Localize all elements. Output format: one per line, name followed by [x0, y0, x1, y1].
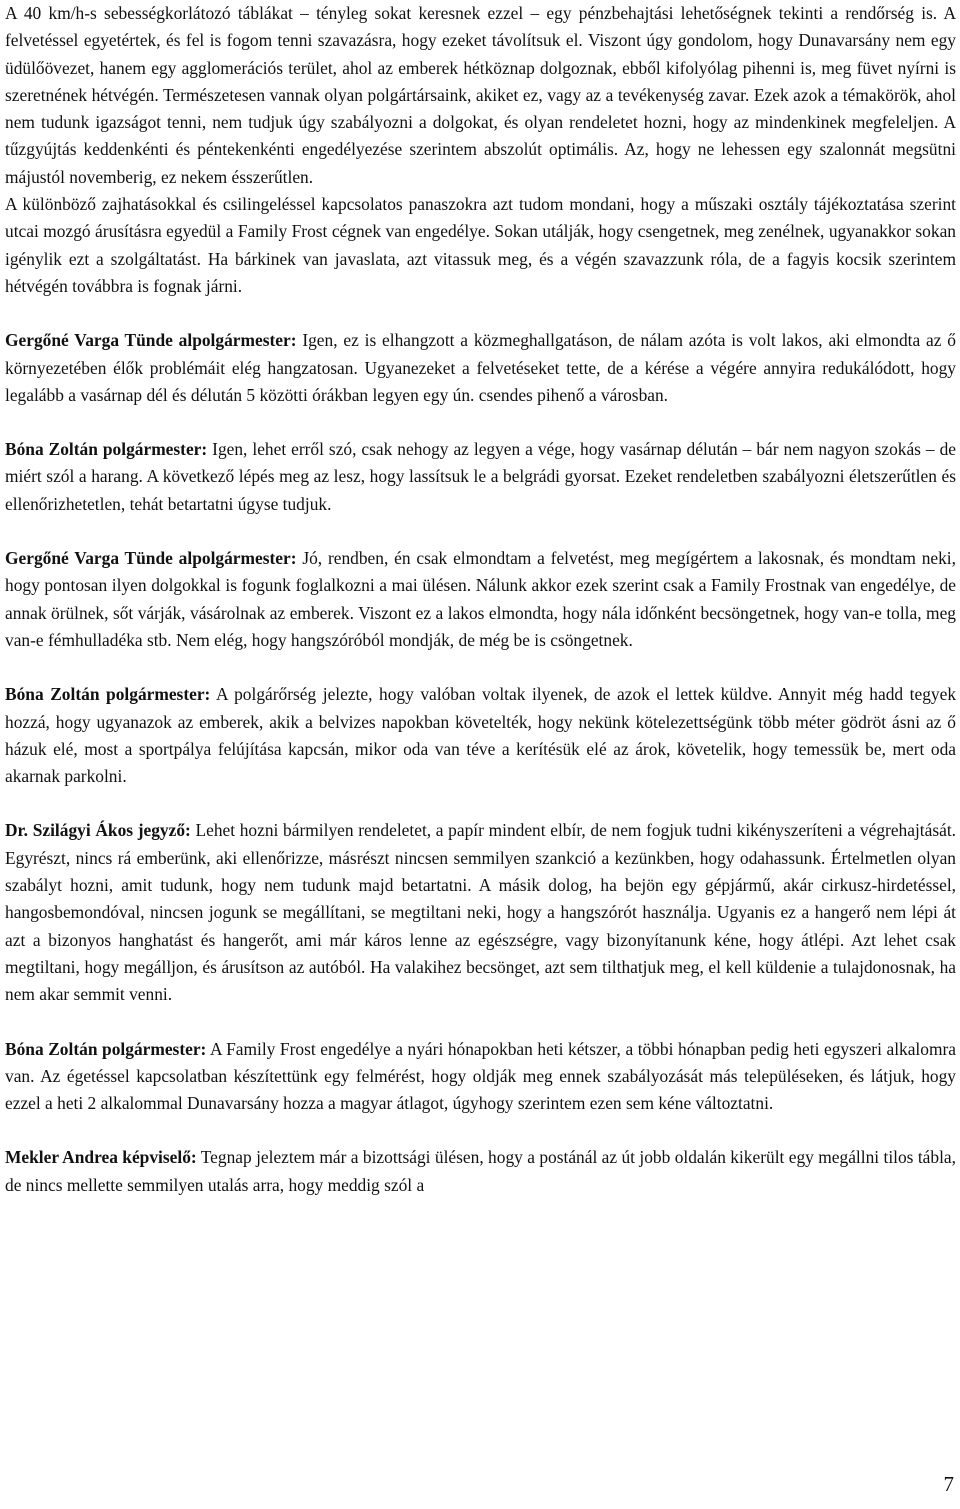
text-segment: Nem elég, hogy hangszóróból mondják, de még be is csöngetnek. — [171, 629, 633, 650]
paragraph-speech — [5, 681, 956, 790]
paragraph-speech — [5, 545, 956, 654]
text-segment: Jó, rendben, én csak elmondtam a felvetést, meg megígértem a lakosnak, és mondtam neki, hogy pontosan ilyen dolgokkal is fogunk foglalkozni a mai ülésen. — [5, 548, 956, 596]
paragraph-speech — [5, 1036, 956, 1118]
text-segment: A polgárőrség jelezte, hogy valóban voltak ilyenek, de azok el lettek küldve. — [210, 684, 773, 705]
text-segment: Igen, ez is elhangzott a közmeghallgatáson, de nálam azóta is volt lakos, aki elmondta az ő környezetében élők problémáit elég hangzatosan. — [5, 330, 956, 378]
text-segment: Ezek azok a témakörök, ahol nem tudunk igazságot tenni, nem tudjuk úgy szabályozni a dolgokat, és olyan rendeletet hozni, hogy az mindenkinek megfeleljen. — [5, 84, 956, 133]
text-segment: A tűzgyújtás keddenkénti és péntekenkénti engedélyezése szerintem abszolút optimális. — [5, 112, 957, 160]
paragraph-intro-continued — [5, 191, 956, 300]
paragraph-gap — [5, 790, 956, 817]
paragraph-gap — [5, 1009, 956, 1036]
text-segment: A 40 km/h-s sebességkorlátozó táblákat – tényleg sokat keresnek ezzel – egy pénzbehajtási lehetőségnek tekinti a rendőrség is. A felvetéssel egyetértek, és fel is fogom tenni szavazásra, hogy ezeket távolítsuk el. — [5, 3, 956, 51]
text-segment: A másik dolog, ha bejön egy gépjármű, akár cirkusz-hirdetéssel, hangosbemondóval, nincsen jogunk se megállítani, se megtiltani neki, hogy a hangszórót használja. — [5, 875, 956, 923]
text-segment: Nálunk akkor ezek szerint csak a Family Frostnak van engedélye, de annak örülnek, sőt várják, vásárolnak az emberek. — [5, 575, 956, 623]
text-segment: Ha bárkinek van javaslata, azt vitassuk meg, és a végén szavazzunk róla, de a fagyis kocsik szerintem hétvégén továbbra is fognak járni. — [5, 248, 956, 296]
text-segment: Ezeket rendeletben szabályozni életszerűtlen és ellenőrizhetetlen, tehát betartatni úgyse tudjuk. — [5, 466, 956, 514]
text-segment: Viszont úgy gondolom, hogy Dunavarsány nem egy üdülőövezet, hanem egy agglomerációs terület, ahol az emberek hétköznap dolgoznak, ebből kifolyólag pihenni is, meg füvet nyírni is szeretnének hétvégén. — [5, 30, 956, 105]
text-segment: Az égetéssel kapcsolatban készítettünk egy felmérést, hogy oldják meg ennek szabályozását más településeken, és látjuk, hogy ezzel a heti 2 alkalommal Dunavarsány hozza a magyar átlagot, úgyhogy szerintem ezen sem kéne változtatni. — [5, 1065, 956, 1114]
speaker-name: Dr. Szilágyi Ákos jegyző: — [5, 820, 191, 841]
text-segment: A Family Frost engedélye a nyári hónapokban heti kétszer, a többi hónapban pedig heti egyszeri alkalomra van. — [5, 1038, 956, 1086]
speaker-name: Gergőné Varga Tünde alpolgármester: — [5, 330, 297, 351]
page-number: 7 — [943, 1472, 954, 1496]
paragraph-gap — [5, 518, 956, 545]
paragraph-gap — [5, 300, 956, 327]
text-segment: Értelmetlen olyan szabályt hozni, amit tudunk, hogy nem tudunk majd betartatni. — [5, 847, 957, 896]
paragraph-intro — [5, 0, 956, 191]
text-segment: Igen, lehet erről szó, csak nehogy az legyen a vége, hogy vasárnap délután – bár nem nagyon szokás – de miért szól a harang. — [5, 439, 956, 487]
paragraph-speech — [5, 436, 956, 518]
text-segment: Sokan utálják, hogy csengetnek, meg zenélnek, ugyanakkor sokan igénylik ezt a szolgáltatást. — [5, 221, 956, 269]
text-segment: A következő lépés meg az lesz, hogy lassítsuk le a belgrádi gyorsat. — [142, 466, 621, 487]
speaker-name: Mekler Andrea képviselő: — [5, 1147, 197, 1168]
speaker-name: Bóna Zoltán polgármester: — [5, 684, 211, 705]
paragraph-speech — [5, 817, 956, 1008]
text-segment: Azt lehet csak megtiltani, hogy megálljon, és árusítson az autóból. — [5, 929, 956, 977]
paragraph-speech — [5, 327, 956, 409]
text-segment: Ugyanezeket a felvetéseket tette, de a kérése a végére annyira redukálódott, hogy legalább a vasárnap dél és délután 5 közötti órákban legyen egy ún. csendes pihenő a városban. — [5, 357, 957, 405]
text-segment: Az, hogy ne lehessen egy szalonnát megsütni májustól novemberig, ez nekem ésszerűtlen. — [5, 139, 956, 187]
text-segment: Ha valakihez becsönget, azt sem tilthatjuk meg, el kell küldenie a tulajdonosnak, ha nem akar semmit venni. — [5, 956, 956, 1005]
text-segment: Természetesen vannak olyan polgártársaink, akiket ez, vagy az a tevékenység zavar. — [158, 84, 750, 105]
speaker-name: Gergőné Varga Tünde alpolgármester: — [5, 548, 297, 569]
text-segment: Egyrészt, nincs rá emberünk, aki ellenőrizze, másrészt nincsen semmilyen szankció a kezünkben, hogy odahassunk. — [5, 847, 826, 868]
text-segment: Ugyanis ez a hangerő nem lépi át azt a bizonyos hanghatást és hangerőt, ami már káros lenne az egészségre, vagy bizonyítanunk kéne, hogy átlépi. — [5, 902, 956, 950]
paragraph-gap — [5, 409, 956, 436]
paragraph-gap — [5, 654, 956, 681]
text-segment: Annyit még hadd tegyek hozzá, hogy ugyanazok az emberek, akik a belvizes napokban követelték, hogy nekünk kötelezettségünk több méter gödröt ásni az ő házuk elé, most a sportpálya felújítása kapcsán, mikor oda van téve a kerítésük elé az árok, követelik, hogy temessük be, mert oda akarnak parkolni. — [5, 684, 957, 787]
text-segment: Viszont ez a lakos elmondta, hogy nála időnként becsöngetnek, hogy van-e tolla, meg van-e fémhulladéka stb. — [5, 602, 956, 650]
speaker-name: Bóna Zoltán polgármester: — [5, 439, 208, 460]
text-segment: Tegnap jeleztem már a bizottsági ülésen, hogy a postánál az út jobb oldalán kikerült egy megállni tilos tábla, de nincs mellette semmilyen utalás arra, hogy meddig szól a — [5, 1147, 956, 1195]
paragraph-speech — [5, 1144, 956, 1199]
document-page — [5, 0, 956, 1199]
paragraph-gap — [5, 1117, 956, 1144]
text-segment: A különböző zajhatásokkal és csilingeléssel kapcsolatos panaszokra azt tudom mondani, hogy a műszaki osztály tájékoztatása szerint utcai mozgó árusításra egyedül a Family Frost cégnek van engedélye. — [5, 194, 956, 242]
text-segment: Lehet hozni bármilyen rendeletet, a papír mindent elbír, de nem fogjuk tudni kikényszeríteni a végrehajtását. — [190, 820, 956, 841]
speaker-name: Bóna Zoltán polgármester: — [5, 1038, 207, 1059]
